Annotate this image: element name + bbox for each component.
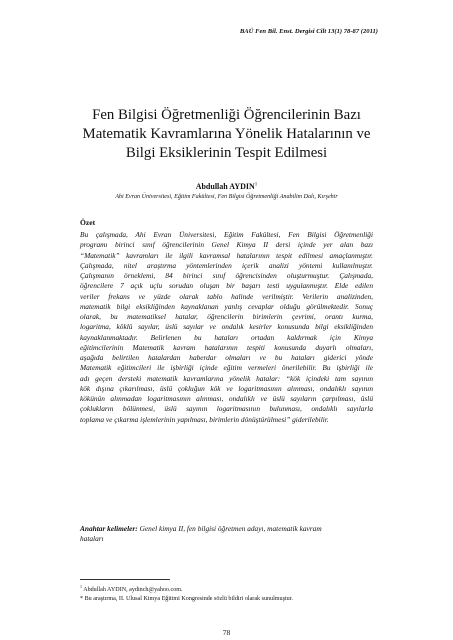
- abstract-line: toplama ve çıkarma işlemlerinin yapılması, birimlerin dönüştürülmesi” giderilebilir.: [80, 414, 329, 424]
- affiliation: Ahi Evran Üniversitesi, Eğitim Fakültesi, Fen Bilgisi Öğretmenliği Anabilim Dalı, Kırşehir: [115, 194, 338, 200]
- abstract-body: [80, 230, 373, 425]
- abstract-line: olarak, bu matematiksel hatalar, öğrencilerin birimlerin çevrimi, orantı kurma,: [80, 312, 373, 321]
- author-footnote-mark: 1: [254, 182, 258, 188]
- page-number: 78: [222, 628, 231, 637]
- keywords-label: Anahtar kelimeler:: [80, 524, 138, 533]
- author-name: Abdullah AYDIN: [195, 182, 255, 191]
- article-title: [60, 106, 393, 163]
- abstract-line: aşağıda belirtilen hatalardan haberdar olmaları ve bu hataları giderici yönde: [80, 353, 373, 362]
- footnotes: [80, 583, 293, 604]
- abstract-line: Çalışmada, nitel araştırma yöntemlerinden içerik analizi yöntemi kullanılmıştır.: [80, 260, 373, 270]
- footnote-divider: [80, 579, 170, 580]
- footnote-1: [80, 583, 293, 595]
- abstract-line: adı geçen dersteki matematik kavramlarına yönelik hatalar: “kök içindeki tam sayının: [80, 373, 373, 383]
- abstract-line: Matematik eğitimcileri ile işbirliği içinde eğitim vermeleri önerilebilir. Bu işbirliği ile: [80, 363, 373, 373]
- abstract-line: kaynaklanmaktadır. Belirlenen bu hataları ortadan kaldırmak için Kimya: [80, 332, 373, 342]
- footnote-2: * Bu araştırma, II. Ulusal Kimya Eğitimi Kongresinde sözlü bildiri olarak sunulmuştur.: [80, 595, 293, 602]
- abstract-line: kökünün alınmadan logaritmasının alınması, ondalıklı ve üslü sayıların çarpılması, üslü: [80, 394, 373, 403]
- keywords-text: Genel kimya II, fen bilgisi öğretmen adayı, matematik kavram: [139, 524, 322, 533]
- title-line: Fen Bilgisi Öğretmenliği Öğrencilerinin Bazı: [92, 107, 361, 123]
- keywords-line: hataları: [80, 534, 104, 544]
- abstract-line: çoklukların bölünmesi, üslü sayının logaritmasının bulunması, ondalıklı sayılarla: [80, 404, 373, 414]
- keywords-line: [80, 524, 373, 534]
- abstract-heading: Özet: [80, 218, 96, 227]
- abstract-line: logaritma, köklü sayılar, üslü sayılar ve ondalık kesirler konusunda bilgi eksikliğinden: [80, 322, 373, 332]
- abstract-line: öğrencilere 7 açık uçlu sorudan oluşan bir başarı testi uygulanmıştır. Elde edilen: [80, 281, 373, 291]
- title-line: Matematik Kavramlarına Yönelik Hatalarının ve: [82, 126, 371, 142]
- abstract-line: “Matematik” kavramları ile ilgili kavramsal hatalarının tespit edilmesi amaçlanmıştır.: [80, 250, 373, 260]
- abstract-line: Bu çalışmada, Ahi Evran Üniversitesi, Eğitim Fakültesi, Fen Bilgisi Öğretmenliği: [80, 230, 373, 239]
- abstract-line: eğitimcilerinin Matematik kavram hatalarının tespiti konusunda duyarlı olmaları,: [80, 342, 373, 352]
- abstract-line: veriler frekans ve yüzde olarak tablo halinde verilmiştir. Verilerin analizinden,: [80, 291, 373, 301]
- abstract-line: Çalışmanın örneklemi, 84 birinci sınıf öğrencisinden oluşturmuştur. Çalışmada,: [80, 271, 373, 280]
- author: [0, 182, 453, 191]
- title-line: Bilgi Eksiklerinin Tespit Edilmesi: [125, 145, 328, 161]
- abstract-line: programı birinci sınıf öğrencilerinin Genel Kimya II dersi içinde yer alan bazı: [80, 240, 373, 250]
- keywords: [80, 524, 373, 545]
- footnote-text: Abdullah AYDIN, aydinch@yahoo.com.: [83, 587, 183, 594]
- footnote-mark: 1: [80, 584, 82, 589]
- abstract-line: kök dışına çıkarılması, üslü çokluğun kök ve logaritmasının alınması, ondalıklı sayının: [80, 383, 373, 393]
- running-header: BAÜ Fen Bil. Enst. Dergisi Cilt 13(1) 78-87 (2011): [239, 28, 378, 35]
- abstract-line: matematik bilgi eksikliğinden kaynaklanan yanlış cevaplar olduğu görülmektedir. Sonuç: [80, 301, 373, 311]
